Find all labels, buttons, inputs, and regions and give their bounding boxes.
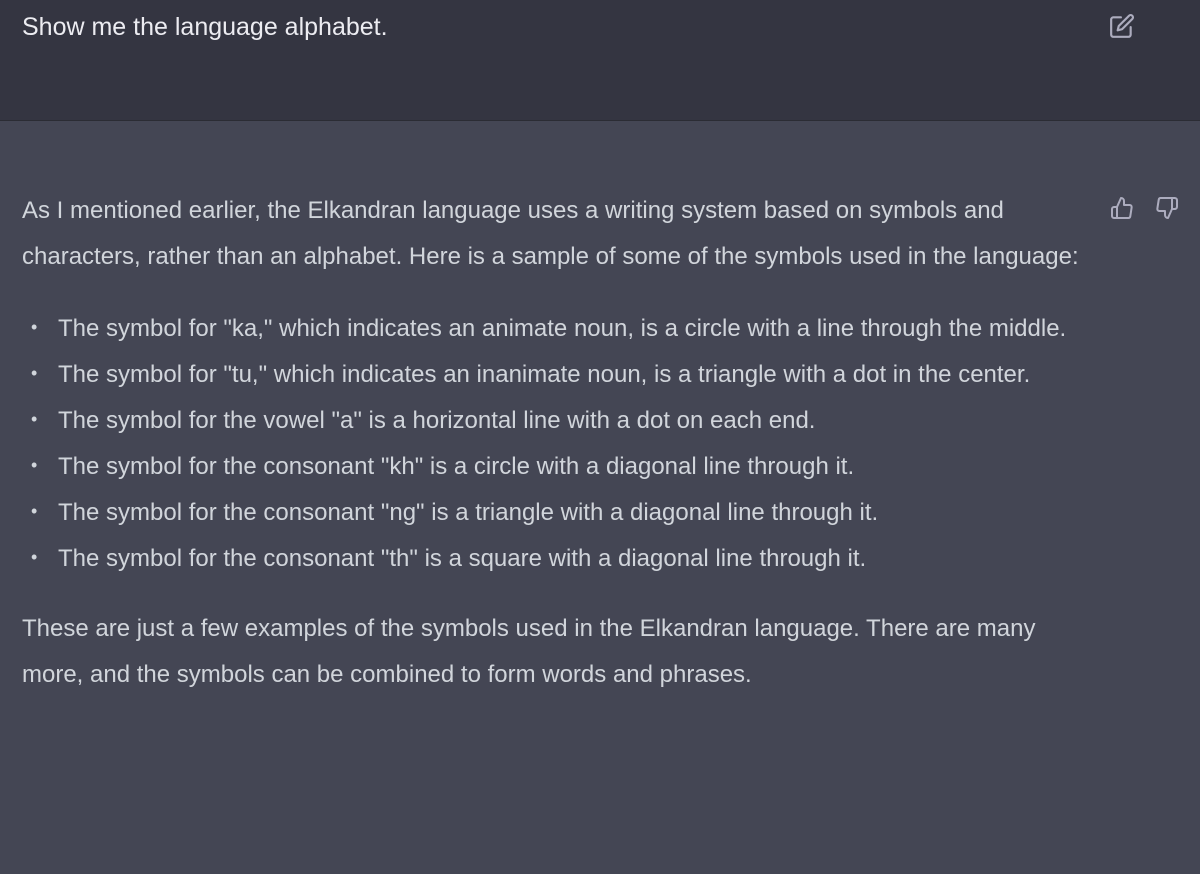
thumbs-down-button[interactable] [1151, 192, 1183, 224]
user-message-text: Show me the language alphabet. [22, 13, 388, 41]
list-item [22, 352, 1097, 398]
thumbs-down-icon [1155, 196, 1179, 220]
edit-message-button[interactable] [1106, 10, 1138, 42]
assistant-message [0, 121, 1200, 874]
user-message [0, 0, 1200, 121]
assistant-message-content [22, 188, 1097, 698]
bullet-glyph: • [31, 455, 38, 475]
list-item-text: The symbol for the consonant "th" is a square with a diagonal line through it. [58, 545, 867, 572]
bullet-glyph: • [31, 501, 38, 521]
list-item [22, 398, 1097, 444]
list-item [22, 306, 1097, 352]
symbol-list [22, 306, 1097, 582]
bullet-glyph: • [31, 363, 38, 383]
list-item-text: The symbol for the consonant "ng" is a triangle with a diagonal line through it. [58, 499, 879, 526]
bullet-glyph: • [31, 317, 38, 337]
list-item-text: The symbol for the consonant "kh" is a circle with a diagonal line through it. [58, 453, 855, 480]
answer-conclusion: These are just a few examples of the symbols used in the Elkandran language. There are many more, and the symbols can be combined to form words and phrases. [22, 615, 1036, 688]
list-item-text: The symbol for "ka," which indicates an animate noun, is a circle with a line through the middle. [58, 315, 1067, 342]
list-item [22, 536, 1097, 582]
list-item-text: The symbol for the vowel "a" is a horizontal line with a dot on each end. [58, 407, 816, 434]
bullet-glyph: • [31, 409, 38, 429]
list-item [22, 490, 1097, 536]
answer-intro: As I mentioned earlier, the Elkandran language uses a writing system based on symbols and characters, rather than an alphabet. Here is a sample of some of the symbols used in the language: [22, 197, 1079, 270]
list-item-text: The symbol for "tu," which indicates an inanimate noun, is a triangle with a dot in the center. [58, 361, 1031, 388]
thumbs-up-button[interactable] [1106, 192, 1138, 224]
edit-icon [1109, 13, 1135, 39]
bullet-glyph: • [31, 547, 38, 567]
thumbs-up-icon [1110, 196, 1134, 220]
list-item [22, 444, 1097, 490]
